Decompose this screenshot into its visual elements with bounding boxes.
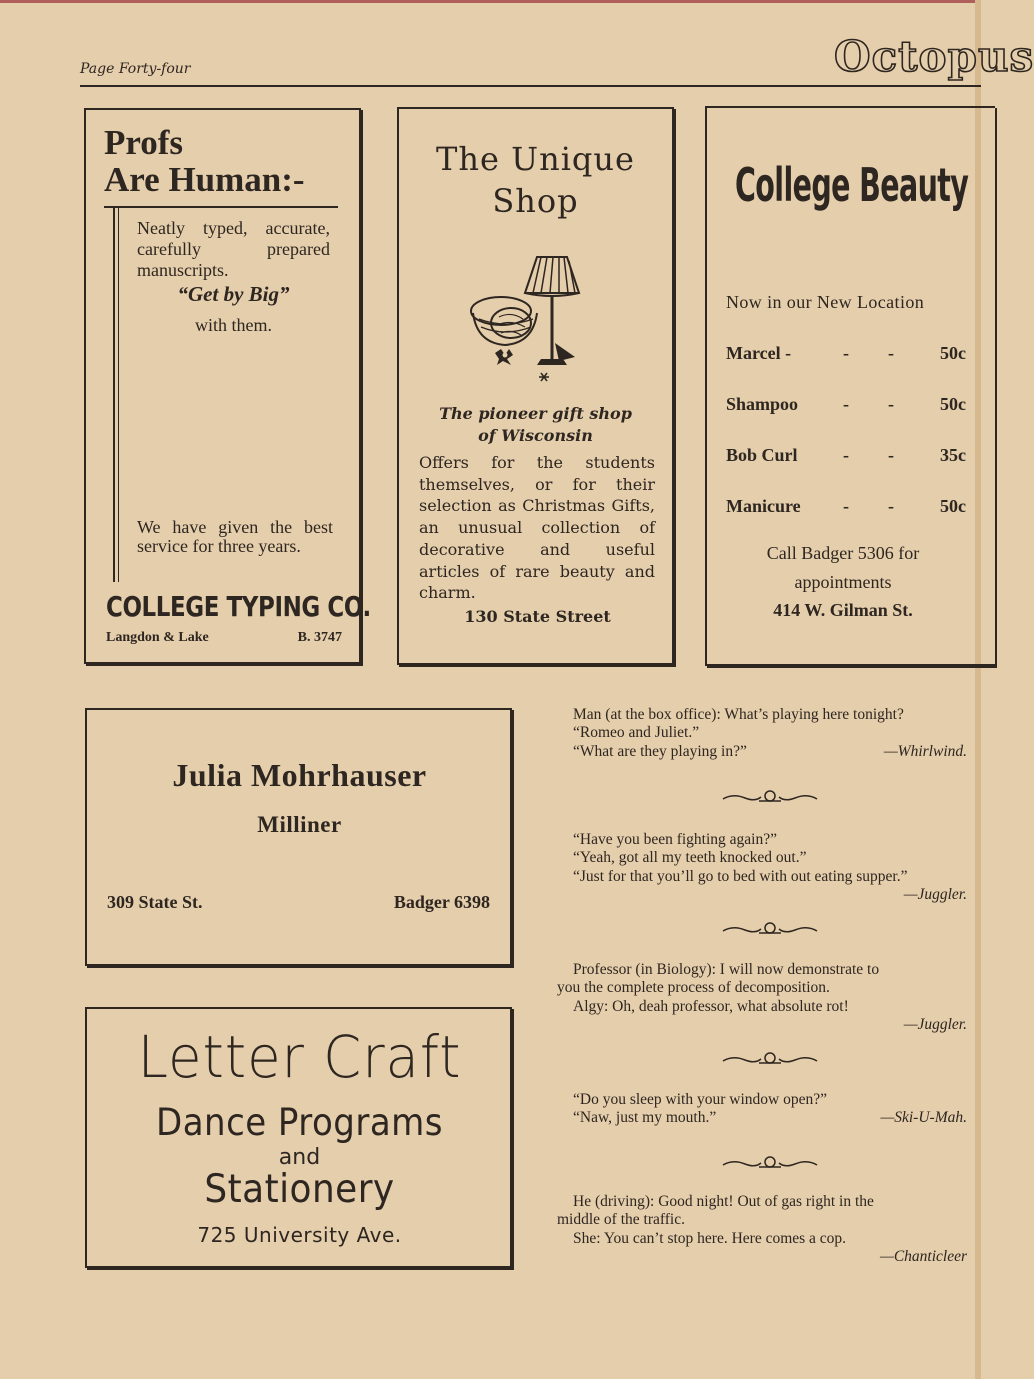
ad-body-2: We have given the best service for three years. — [137, 517, 333, 556]
top-edge — [0, 0, 981, 3]
ad-tagline: The pioneer gift shop of Wisconsin — [439, 404, 632, 445]
masthead: Octopus — [834, 32, 1034, 81]
ad-phone: Badger 6398 — [393, 892, 490, 912]
ad-address: 309 State St. — [107, 892, 203, 912]
ad-title: Profs Are Human:- — [104, 123, 305, 199]
joke-line: “Just for that you’ll go to bed with out eating supper.” — [573, 867, 908, 885]
joke-1 — [557, 706, 975, 761]
ad-body: Neatly typed, accurate, carefully prepared manuscripts. — [137, 218, 330, 280]
ad-unique-shop — [397, 107, 674, 665]
ad-college-beauty: College Beauty Now in our New Location Marcel - - - 50c Shampoo - - 50c Bob Curl - - 35c Manicure - - 50c Call Badger 5306 for appointments 414 W. Gilman St. — [705, 106, 995, 666]
header-rule — [80, 85, 981, 87]
joke-2 — [557, 831, 975, 905]
joke-line: She: You can’t stop here. Here comes a cop. — [573, 1229, 847, 1247]
service-price: 50c — [940, 343, 966, 363]
ad-call: Call Badger 5306 for appointments — [766, 543, 920, 592]
ad-line-3: and — [278, 1145, 321, 1170]
ad-slogan-after: with them. — [195, 315, 272, 335]
joke-line: Algy: Oh, deah professor, what absolute rot! — [573, 997, 849, 1015]
joke-5 — [557, 1193, 975, 1267]
ad-address: Langdon & Lake — [106, 630, 209, 645]
title-rule — [104, 206, 338, 208]
joke-line: Man (at the box office): What’s playing here tonight? — [573, 706, 904, 723]
joke-line: “Do you sleep with your window open?” — [573, 1091, 827, 1108]
service-name: Marcel - — [726, 343, 792, 363]
joke-source: —Whirlwind. — [883, 742, 967, 760]
ad-slogan: “Get by Big” — [177, 282, 290, 306]
joke-line: Professor (in Biology): I will now demonstrate to — [573, 961, 880, 978]
joke-line: “Yeah, got all my teeth knocked out.” — [573, 849, 807, 867]
ad-address: 725 University Ave. — [197, 1223, 402, 1247]
lamp-illustration-icon — [455, 253, 605, 383]
service-price: 35c — [940, 445, 966, 465]
joke-line: “Romeo and Juliet.” — [573, 724, 700, 742]
ad-julia-mohrhauser — [85, 708, 512, 966]
joke-line: He (driving): Good night! Out of gas right in the — [573, 1193, 874, 1210]
service-name: Manicure — [726, 496, 801, 516]
ad-trade: Milliner — [257, 812, 342, 837]
ad-location: Now in our New Location — [726, 292, 925, 312]
ad-title: Julia Mohrhauser — [172, 757, 427, 793]
joke-source: —Juggler. — [903, 886, 967, 904]
ad-letter-craft — [85, 1007, 512, 1268]
joke-line: “What are they playing in?” —Whirlwind. — [573, 742, 967, 760]
ad-phone: B. 3747 — [297, 630, 342, 645]
ad-title: The Unique Shop — [436, 140, 635, 220]
ornament-divider-icon — [721, 922, 819, 936]
joke-line: middle of the traffic. — [557, 1211, 685, 1229]
ad-address: 130 State Street — [464, 607, 611, 626]
ad-college-typing — [84, 108, 371, 664]
joke-line: “Have you been fighting again?” — [573, 831, 777, 848]
ad-address: 414 W. Gilman St. — [773, 600, 913, 620]
joke-source: —Chanticleer — [880, 1248, 967, 1266]
service-price: 50c — [940, 496, 966, 516]
ad-title: College Beauty — [735, 158, 969, 212]
service-name: Bob Curl — [726, 445, 798, 465]
ornament-divider-icon — [721, 790, 819, 804]
joke-source: —Ski-U-Mah. — [880, 1109, 967, 1127]
joke-source: —Juggler. — [903, 1016, 967, 1034]
joke-line: you the complete process of decomposition. — [557, 979, 830, 997]
page-number: Page Forty-four — [80, 61, 191, 77]
joke-line: “Naw, just my mouth.” —Ski-U-Mah. — [573, 1109, 967, 1127]
ad-line-4: Stationery — [204, 1167, 395, 1212]
ornament-divider-icon — [721, 1156, 819, 1170]
ad-body: Offers for the students themselves, or for their selection as Christmas Gifts, an unusual collection of decorative and useful articles of rare beauty and charm. — [419, 453, 655, 603]
joke-4 — [557, 1091, 975, 1128]
company-name: COLLEGE TYPING CO. — [106, 590, 371, 623]
joke-3 — [557, 961, 975, 1035]
ornament-divider-icon — [721, 1052, 819, 1066]
ad-line-2: Dance Programs — [156, 1101, 443, 1144]
left-rule — [113, 208, 115, 582]
ad-title: Letter Craft — [137, 1023, 462, 1091]
service-name: Shampoo — [726, 394, 799, 414]
service-price: 50c — [940, 394, 966, 414]
left-rule-thin — [118, 208, 119, 582]
